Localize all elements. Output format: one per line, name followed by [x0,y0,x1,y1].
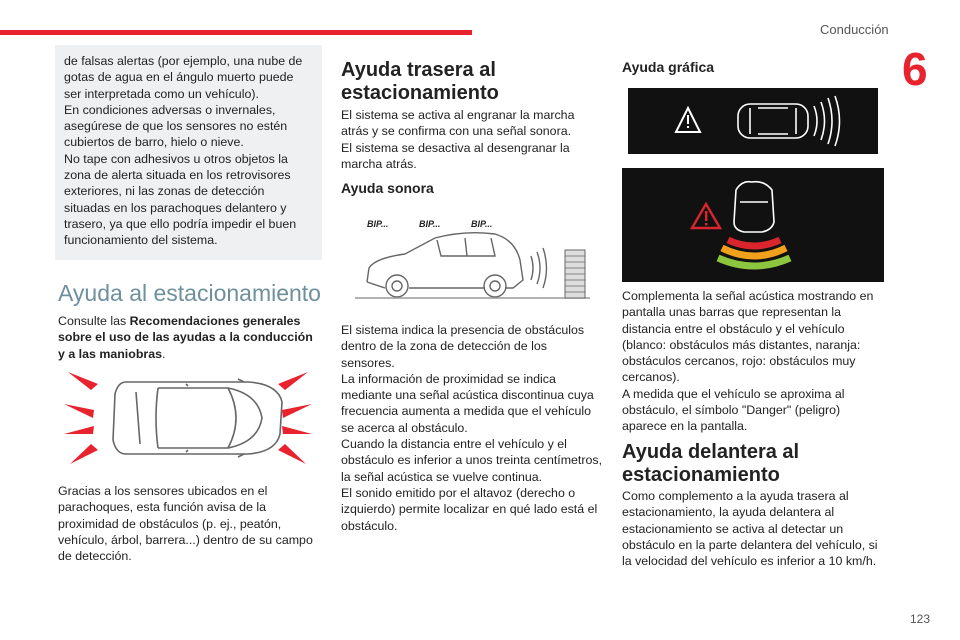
intro-prefix: Consulte las [58,314,130,328]
note-text: de falsas alertas (por ejemplo, una nube de gotas de agua en el ángulo muerto puede ser interpretada como un vehículo). En condiciones adversas o invernales, asegúrese de que los sensores no estén cubiertos de barro, hielo o nieve. No tape con adhesivos u otros objetos la zona de alerta situada en los retrovisores exteriores, ni las zonas de detección situadas en los parachoques delantero y trasero, ya que ello podría impedir el buen funcionamiento del sistema. [64,54,303,248]
page-number: 123 [910,612,931,626]
rear-intro-text: El sistema se activa al engranar la marcha atrás y se confirma con una señal sonora. El sistema se desactiva al desengranar la marcha atrás. [341,108,575,171]
screen-image-white-bars [628,88,878,154]
chapter-number: 6 [902,43,928,95]
subheading-sound-aid: Ayuda sonora [341,180,434,196]
sound-aid-description: El sistema indica la presencia de obstáculos dentro de la zona de detección de los sensores. La información de proximidad se indica mediante una señal acústica discontinua cuya frecuencia aumenta a medida que el vehículo se acerca al obstáculo. Cuando la distancia entre el vehículo y el obstáculo es inferior a unos treinta centímetros, la señal acústica se vuelve continua. El sonido emitido por el altavoz (derecho o izquierdo) permite localizar en qué lado está el obstáculo. [341,323,603,533]
front-parking-description: Como complemento a la ayuda trasera al estacionamiento, la ayuda delantera al estacionamiento se activa al detectar un obstáculo en la parte delantera del vehículo, si la velocidad del vehículo es inferior a 10 km/h. [622,489,878,569]
screen-image-colored-bars [622,168,884,282]
section-title: Conducción [820,22,889,37]
intro-suffix: . [162,346,166,361]
sensors-description: Gracias a los sensores ubicados en el parachoques, esta función avisa de la proximidad de obstáculos (p. ej., peatón, vehículo, árbol, barrera...) dentro de su campo de detección. [58,484,313,564]
bip-label-2: BIP... [419,219,441,229]
bip-label-1: BIP... [367,219,389,229]
subheading-graphic-aid: Ayuda gráfica [622,59,715,75]
graphic-aid-description: Complementa la señal acústica mostrando en pantalla unas barras que representan la distancia entre el obstáculo y el vehículo (blanco: obstáculos más distantes, naranja: obstáculos cercanos, rojo: obstáculos muy cercanos). A medida que el vehículo se aproxima al obstáculo, el símbolo "Danger" (peligro) aparece en la pantalla. [622,289,874,434]
bip-label-3: BIP... [471,219,493,229]
heading-front-parking: Ayuda delantera al estacionamiento [622,441,800,486]
heading-parking-aid: Ayuda al estacionamiento [58,280,321,306]
note-box [55,45,322,260]
intro-link-bold: Recomendaciones generales sobre el uso de las ayudas a la conducción y a las maniobras [58,314,313,361]
top-accent-bar [0,30,472,35]
car-sensors-illustration [58,364,320,470]
rear-car-sound-illustration [345,210,595,305]
intro-paragraph [58,313,320,362]
heading-rear-parking: Ayuda trasera al estacionamiento [341,59,499,104]
